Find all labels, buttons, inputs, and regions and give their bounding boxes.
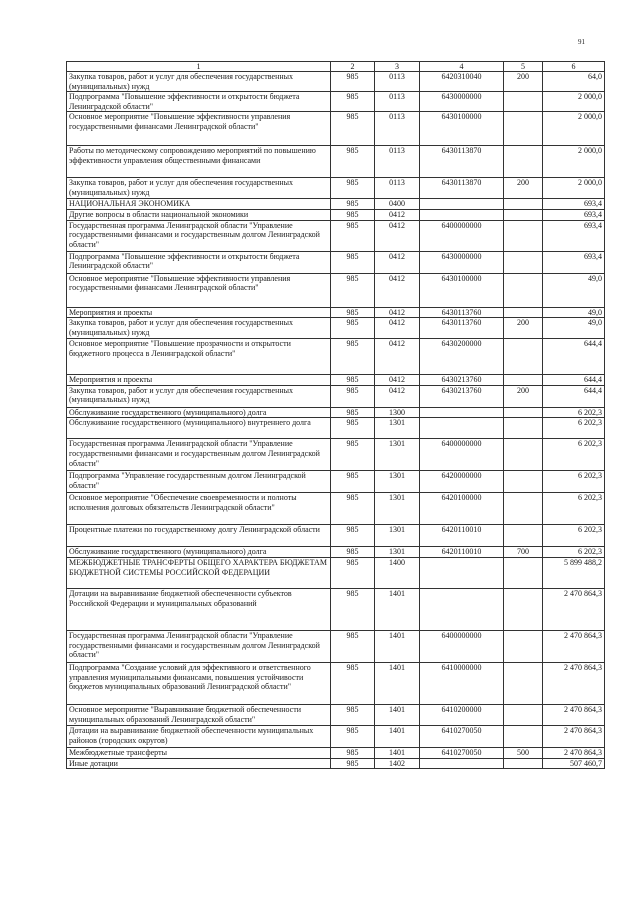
target-article-code: 6420100000 — [420, 493, 504, 525]
expense-type-code: 700 — [504, 547, 543, 558]
amount: 2 470 864,3 — [543, 630, 605, 662]
expense-type-code — [504, 251, 543, 273]
department-code: 985 — [331, 704, 375, 725]
amount: 693,4 — [543, 199, 605, 210]
expense-type-code: 200 — [504, 178, 543, 199]
item-name: Подпрограмма "Повышение эффективности и открытости бюджета Ленинградской области" — [67, 251, 331, 273]
expense-type-code — [504, 493, 543, 525]
department-code: 985 — [331, 525, 375, 547]
department-code: 985 — [331, 209, 375, 220]
item-name: Государственная программа Ленинградской области "Управление государственными финансами и государственным долгом Ленинградской области" — [67, 439, 331, 471]
amount: 6 202,3 — [543, 407, 605, 418]
item-name: Обслуживание государственного (муниципального) долга — [67, 407, 331, 418]
item-name: Дотации на выравнивание бюджетной обеспеченности субъектов Российской Федерации и муниципальных образований — [67, 588, 331, 630]
target-article-code — [420, 199, 504, 210]
target-article-code: 6430113870 — [420, 178, 504, 199]
section-code: 1401 — [375, 725, 420, 747]
item-name: Основное мероприятие "Обеспечение своевременности и полноты исполнения долговых обязательств Ленинградской области" — [67, 493, 331, 525]
department-code: 985 — [331, 146, 375, 178]
expense-type-code — [504, 725, 543, 747]
column-header: 5 — [504, 62, 543, 72]
amount: 2 470 864,3 — [543, 662, 605, 704]
department-code: 985 — [331, 112, 375, 146]
expense-type-code — [504, 471, 543, 493]
department-code: 985 — [331, 339, 375, 375]
expense-type-code — [504, 662, 543, 704]
column-header: 3 — [375, 62, 420, 72]
expense-type-code — [504, 273, 543, 307]
column-header: 2 — [331, 62, 375, 72]
expense-type-code: 200 — [504, 318, 543, 339]
section-code: 0412 — [375, 318, 420, 339]
item-name: Мероприятия и проекты — [67, 375, 331, 386]
table-row — [67, 385, 605, 407]
amount: 644,4 — [543, 385, 605, 407]
department-code: 985 — [331, 439, 375, 471]
amount: 64,0 — [543, 72, 605, 92]
expense-type-code — [504, 418, 543, 439]
section-code: 1401 — [375, 630, 420, 662]
table-row — [67, 471, 605, 493]
column-header: 4 — [420, 62, 504, 72]
department-code: 985 — [331, 747, 375, 758]
amount: 644,4 — [543, 375, 605, 386]
target-article-code: 6410270050 — [420, 725, 504, 747]
page-number: 91 — [578, 38, 585, 46]
table-row — [67, 339, 605, 375]
amount: 49,0 — [543, 273, 605, 307]
amount: 2 000,0 — [543, 92, 605, 112]
amount: 6 202,3 — [543, 547, 605, 558]
expense-type-code — [504, 339, 543, 375]
table-row — [67, 407, 605, 418]
amount: 5 899 488,2 — [543, 557, 605, 588]
section-code: 1401 — [375, 588, 420, 630]
section-code: 1301 — [375, 418, 420, 439]
amount: 507 460,7 — [543, 758, 605, 769]
expense-type-code — [504, 375, 543, 386]
section-code: 1401 — [375, 747, 420, 758]
target-article-code: 6420110010 — [420, 547, 504, 558]
expense-type-code — [504, 439, 543, 471]
table-row — [67, 92, 605, 112]
expense-type-code: 200 — [504, 72, 543, 92]
amount: 6 202,3 — [543, 525, 605, 547]
department-code: 985 — [331, 92, 375, 112]
target-article-code: 6420000000 — [420, 471, 504, 493]
item-name: Закупка товаров, работ и услуг для обеспечения государственных (муниципальных) нужд — [67, 72, 331, 92]
section-code: 1401 — [375, 704, 420, 725]
section-code: 0113 — [375, 178, 420, 199]
expense-type-code — [504, 220, 543, 251]
department-code: 985 — [331, 557, 375, 588]
expense-type-code — [504, 557, 543, 588]
target-article-code — [420, 407, 504, 418]
department-code: 985 — [331, 220, 375, 251]
table-row — [67, 146, 605, 178]
department-code: 985 — [331, 307, 375, 318]
table-row — [67, 525, 605, 547]
department-code: 985 — [331, 758, 375, 769]
target-article-code: 6400000000 — [420, 439, 504, 471]
amount: 2 470 864,3 — [543, 747, 605, 758]
section-code: 0412 — [375, 273, 420, 307]
table-row — [67, 375, 605, 386]
target-article-code: 6430000000 — [420, 92, 504, 112]
target-article-code: 6430213760 — [420, 375, 504, 386]
amount: 6 202,3 — [543, 418, 605, 439]
item-name: Обслуживание государственного (муниципального) долга — [67, 547, 331, 558]
section-code: 1301 — [375, 547, 420, 558]
expense-type-code — [504, 407, 543, 418]
table-row — [67, 273, 605, 307]
amount: 6 202,3 — [543, 493, 605, 525]
target-article-code: 6420310040 — [420, 72, 504, 92]
table-row — [67, 439, 605, 471]
section-code: 0412 — [375, 339, 420, 375]
section-code: 1301 — [375, 525, 420, 547]
department-code: 985 — [331, 251, 375, 273]
department-code: 985 — [331, 493, 375, 525]
expense-type-code — [504, 588, 543, 630]
amount: 2 000,0 — [543, 112, 605, 146]
table-row — [67, 220, 605, 251]
target-article-code — [420, 209, 504, 220]
section-code: 1401 — [375, 662, 420, 704]
section-code: 1301 — [375, 493, 420, 525]
amount: 2 000,0 — [543, 146, 605, 178]
amount: 49,0 — [543, 307, 605, 318]
table-row — [67, 630, 605, 662]
department-code: 985 — [331, 72, 375, 92]
department-code: 985 — [331, 199, 375, 210]
item-name: Процентные платежи по государственному долгу Ленинградской области — [67, 525, 331, 547]
section-code: 1300 — [375, 407, 420, 418]
department-code: 985 — [331, 662, 375, 704]
table-row — [67, 72, 605, 92]
department-code: 985 — [331, 547, 375, 558]
target-article-code: 6420110010 — [420, 525, 504, 547]
table-row — [67, 209, 605, 220]
item-name: Межбюджетные трансферты — [67, 747, 331, 758]
item-name: МЕЖБЮДЖЕТНЫЕ ТРАНСФЕРТЫ ОБЩЕГО ХАРАКТЕРА БЮДЖЕТАМ БЮДЖЕТНОЙ СИСТЕМЫ РОССИЙСКОЙ ФЕДЕРАЦИИ — [67, 557, 331, 588]
item-name: Основное мероприятие "Выравнивание бюджетной обеспеченности муниципальных образований Ленинградской области" — [67, 704, 331, 725]
item-name: Закупка товаров, работ и услуг для обеспечения государственных (муниципальных) нужд — [67, 178, 331, 199]
table-row — [67, 251, 605, 273]
table-row — [67, 662, 605, 704]
item-name: НАЦИОНАЛЬНАЯ ЭКОНОМИКА — [67, 199, 331, 210]
table-row — [67, 112, 605, 146]
item-name: Мероприятия и проекты — [67, 307, 331, 318]
target-article-code: 6430213760 — [420, 385, 504, 407]
target-article-code — [420, 588, 504, 630]
table-row — [67, 758, 605, 769]
section-code: 0113 — [375, 112, 420, 146]
target-article-code: 6410270050 — [420, 747, 504, 758]
target-article-code — [420, 418, 504, 439]
item-name: Закупка товаров, работ и услуг для обеспечения государственных (муниципальных) нужд — [67, 318, 331, 339]
table-row — [67, 199, 605, 210]
target-article-code: 6400000000 — [420, 630, 504, 662]
section-code: 0412 — [375, 375, 420, 386]
item-name: Обслуживание государственного (муниципального) внутреннего долга — [67, 418, 331, 439]
section-code: 0400 — [375, 199, 420, 210]
amount: 2 000,0 — [543, 178, 605, 199]
table-row — [67, 725, 605, 747]
department-code: 985 — [331, 273, 375, 307]
department-code: 985 — [331, 725, 375, 747]
department-code: 985 — [331, 630, 375, 662]
table-row — [67, 547, 605, 558]
expense-type-code — [504, 146, 543, 178]
section-code: 1402 — [375, 758, 420, 769]
amount: 644,4 — [543, 339, 605, 375]
budget-table — [66, 61, 605, 769]
section-code: 0113 — [375, 72, 420, 92]
target-article-code: 6430100000 — [420, 112, 504, 146]
table-row — [67, 704, 605, 725]
department-code: 985 — [331, 318, 375, 339]
amount: 2 470 864,3 — [543, 588, 605, 630]
amount: 2 470 864,3 — [543, 725, 605, 747]
item-name: Подпрограмма "Создание условий для эффективного и ответственного управления муниципальными финансами, повышения устойчивости бюджетов муниципальных образований Ленинградской области" — [67, 662, 331, 704]
item-name: Государственная программа Ленинградской области "Управление государственными финансами и государственным долгом Ленинградской области" — [67, 220, 331, 251]
target-article-code: 6430100000 — [420, 273, 504, 307]
table-row — [67, 747, 605, 758]
column-header: 6 — [543, 62, 605, 72]
table-row — [67, 588, 605, 630]
amount: 6 202,3 — [543, 471, 605, 493]
amount: 693,4 — [543, 209, 605, 220]
section-code: 0412 — [375, 385, 420, 407]
section-code: 1400 — [375, 557, 420, 588]
column-header: 1 — [67, 62, 331, 72]
expense-type-code — [504, 758, 543, 769]
department-code: 985 — [331, 471, 375, 493]
item-name: Иные дотации — [67, 758, 331, 769]
expense-type-code — [504, 630, 543, 662]
department-code: 985 — [331, 178, 375, 199]
item-name: Закупка товаров, работ и услуг для обеспечения государственных (муниципальных) нужд — [67, 385, 331, 407]
amount: 6 202,3 — [543, 439, 605, 471]
section-code: 0113 — [375, 92, 420, 112]
section-code: 0412 — [375, 251, 420, 273]
target-article-code: 6410000000 — [420, 662, 504, 704]
expense-type-code — [504, 92, 543, 112]
item-name: Основное мероприятие "Повышение эффективности управления государственными финансами Ленинградской области" — [67, 273, 331, 307]
item-name: Основное мероприятие "Повышение прозрачности и открытости бюджетного процесса в Ленинградской области" — [67, 339, 331, 375]
target-article-code: 6430113760 — [420, 318, 504, 339]
expense-type-code — [504, 209, 543, 220]
section-code: 1301 — [375, 471, 420, 493]
table-row — [67, 307, 605, 318]
amount: 693,4 — [543, 251, 605, 273]
expense-type-code — [504, 199, 543, 210]
amount: 2 470 864,3 — [543, 704, 605, 725]
expense-type-code — [504, 704, 543, 725]
section-code: 0412 — [375, 209, 420, 220]
amount: 49,0 — [543, 318, 605, 339]
department-code: 985 — [331, 418, 375, 439]
column-number-row — [67, 62, 605, 72]
table-row — [67, 557, 605, 588]
target-article-code: 6400000000 — [420, 220, 504, 251]
expense-type-code — [504, 307, 543, 318]
table-row — [67, 418, 605, 439]
table-row — [67, 178, 605, 199]
item-name: Основное мероприятие "Повышение эффективности управления государственными финансами Ленинградской области" — [67, 112, 331, 146]
target-article-code — [420, 557, 504, 588]
item-name: Другие вопросы в области национальной экономики — [67, 209, 331, 220]
target-article-code: 6430000000 — [420, 251, 504, 273]
department-code: 985 — [331, 385, 375, 407]
section-code: 0113 — [375, 146, 420, 178]
table-row — [67, 493, 605, 525]
item-name: Подпрограмма "Повышение эффективности и открытости бюджета Ленинградской области" — [67, 92, 331, 112]
section-code: 0412 — [375, 220, 420, 251]
department-code: 985 — [331, 375, 375, 386]
item-name: Дотации на выравнивание бюджетной обеспеченности муниципальных районов (городских округов) — [67, 725, 331, 747]
expense-type-code: 200 — [504, 385, 543, 407]
amount: 693,4 — [543, 220, 605, 251]
item-name: Государственная программа Ленинградской области "Управление государственными финансами и государственным долгом Ленинградской области" — [67, 630, 331, 662]
expense-type-code: 500 — [504, 747, 543, 758]
table-row — [67, 318, 605, 339]
target-article-code: 6410200000 — [420, 704, 504, 725]
item-name: Работы по методическому сопровождению мероприятий по повышению эффективности управления общественными финансами — [67, 146, 331, 178]
section-code: 1301 — [375, 439, 420, 471]
target-article-code: 6430200000 — [420, 339, 504, 375]
target-article-code — [420, 758, 504, 769]
department-code: 985 — [331, 588, 375, 630]
item-name: Подпрограмма "Управление государственным долгом Ленинградской области" — [67, 471, 331, 493]
expense-type-code — [504, 525, 543, 547]
section-code: 0412 — [375, 307, 420, 318]
department-code: 985 — [331, 407, 375, 418]
target-article-code: 6430113870 — [420, 146, 504, 178]
expense-type-code — [504, 112, 543, 146]
target-article-code: 6430113760 — [420, 307, 504, 318]
